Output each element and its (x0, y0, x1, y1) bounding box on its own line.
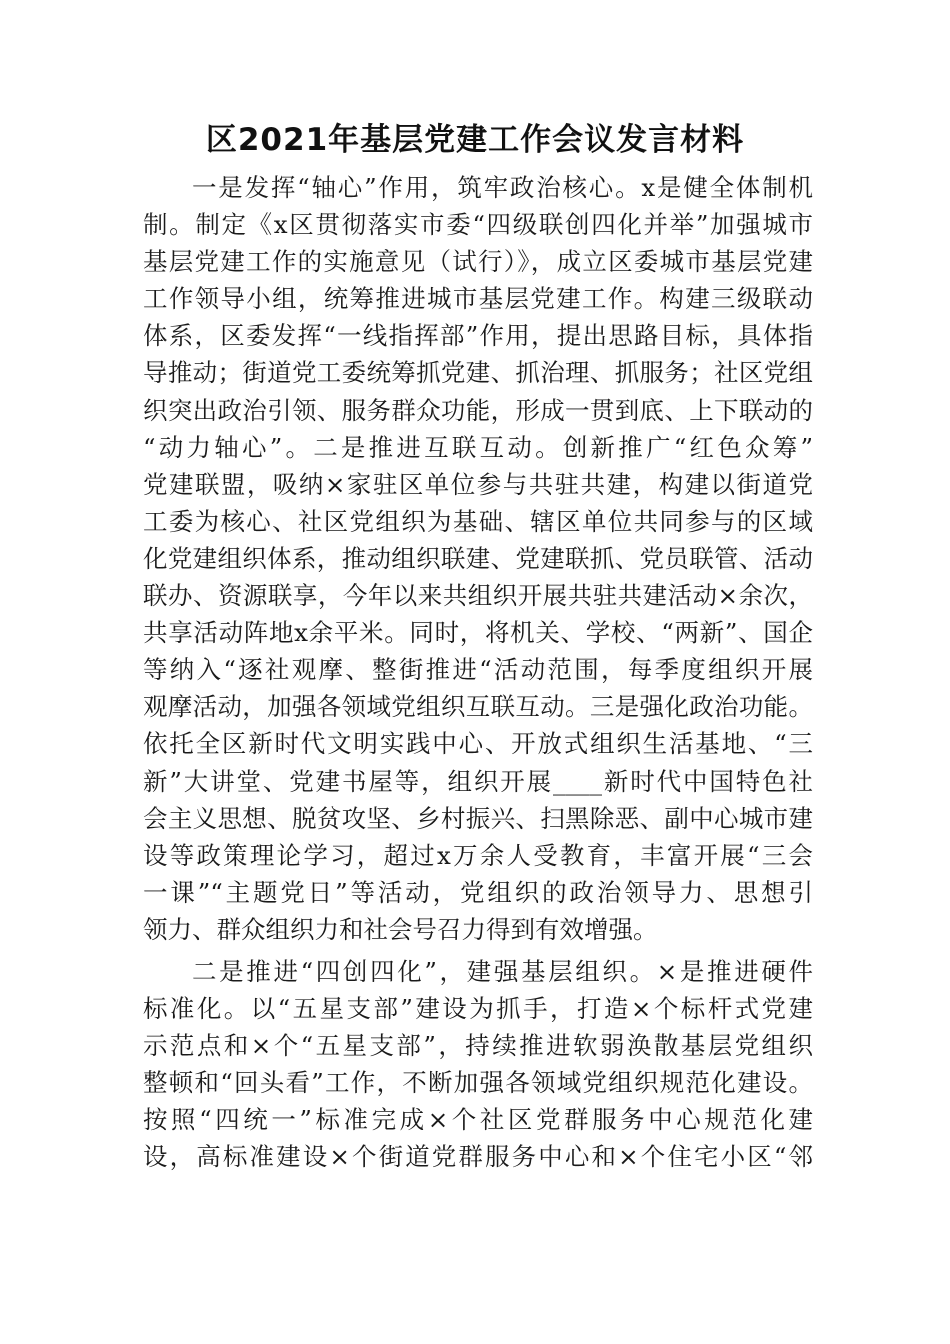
text-line: 基层党建工作的实施意见（试行）》，成立区委城市基层党建 (143, 247, 813, 277)
text-line: 共享活动阵地x余平米。同时，将机关、学校、“两新”、国企 (143, 618, 813, 648)
document-title: 区2021年基层党建工作会议发言材料 (205, 122, 745, 158)
text-line: 化党建组织体系，推动组织联建、党建联抓、党员联管、活动 (143, 543, 813, 573)
text-line: 观摩活动，加强各领域党组织互联互动。三是强化政治功能。 (143, 692, 813, 722)
text-line: 按照“四统一”标准完成×个社区党群服务中心规范化建 (143, 1105, 813, 1135)
text-line: 织突出政治引领、服务群众功能，形成一贯到底、上下联动的 (143, 395, 813, 425)
text-line: 一课”“主题党日”等活动，党组织的政治领导力、思想引 (143, 877, 813, 907)
text-line: 等纳入“逐社观摩、整街推进“活动范围，每季度组织开展 (143, 655, 813, 685)
text-line: 联办、资源联享，今年以来共组织开展共驻共建活动×余次， (143, 581, 813, 611)
text-line: 制。制定《x区贯彻落实市委“四级联创四化并举”加强城市 (143, 210, 813, 240)
text-line: 设，高标准建设×个街道党群服务中心和×个住宅小区“邻 (143, 1142, 813, 1172)
text-line: 体系，区委发挥“一线指挥部”作用，提出思路目标，具体指 (143, 321, 813, 351)
text-line: 工委为核心、社区党组织为基础、辖区单位共同参与的区域 (143, 506, 813, 536)
text-line: 设等政策理论学习，超过x万余人受教育，丰富开展“三会 (143, 840, 813, 870)
text-line: 依托全区新时代文明实践中心、开放式组织生活基地、“三 (143, 729, 813, 759)
text-line: 工作领导小组，统筹推进城市基层党建工作。构建三级联动 (143, 284, 813, 314)
document-body (143, 169, 813, 1176)
text-line: 示范点和×个“五星支部”，持续推进软弱涣散基层党组织 (143, 1031, 813, 1061)
text-line: 会主义思想、脱贫攻坚、乡村振兴、扫黑除恶、副中心城市建 (143, 803, 813, 833)
paragraph-1 (143, 169, 813, 948)
paragraph-2 (143, 953, 813, 1176)
text-line: 导推动；街道党工委统筹抓党建、抓治理、抓服务；社区党组 (143, 358, 813, 388)
text-line: 新”大讲堂、党建书屋等，组织开展____新时代中国特色社 (143, 766, 813, 796)
text-line: “动力轴心”。二是推进互联互动。创新推广“红色众筹” (143, 432, 813, 462)
text-line: 领力、群众组织力和社会号召力得到有效增强。 (143, 914, 658, 944)
text-line: 二是推进“四创四化”，建强基层组织。×是推进硬件 (192, 956, 813, 986)
text-line: 一是发挥“轴心”作用，筑牢政治核心。x是健全体制机 (192, 173, 813, 202)
text-line: 标准化。以“五星支部”建设为抓手，打造×个标杆式党建 (143, 994, 813, 1024)
text-line: 整顿和“回头看”工作，不断加强各领域党组织规范化建设。 (143, 1068, 813, 1098)
text-line: 党建联盟，吸纳×家驻区单位参与共驻共建，构建以街道党 (143, 469, 813, 499)
